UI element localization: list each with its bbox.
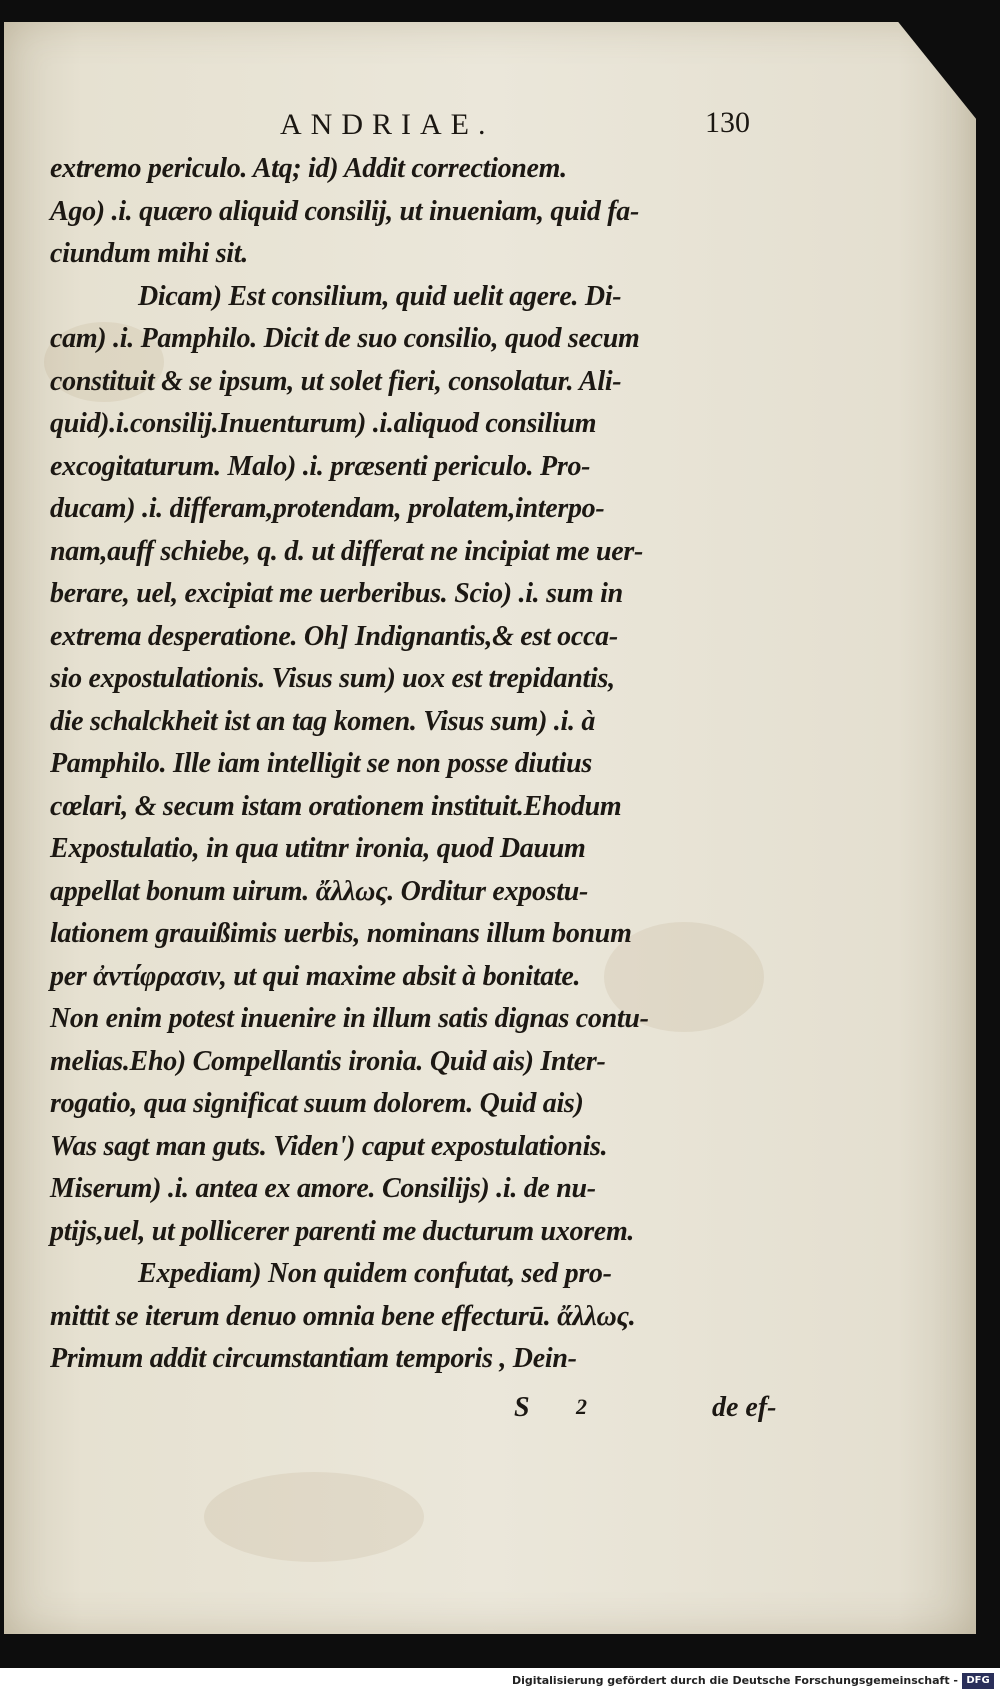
text-line: Expostulatio, in qua utitnr ironia, quod Dauum xyxy=(50,833,586,864)
catchword: de ef- xyxy=(712,1392,777,1423)
text-line: excogitaturum. Malo) .i. præsenti periculo. Pro- xyxy=(50,450,591,482)
text-line: cam) .i. Pamphilo. Dicit de suo consilio, quod secum xyxy=(50,323,640,354)
text-line: berare, uel, excipiat me uerberibus. Scio) .i. sum in xyxy=(50,578,623,609)
paper-stain xyxy=(204,1472,424,1562)
text-line: Dicam) Est consilium, quid uelit agere. Di- xyxy=(138,280,622,312)
page-number: 130 xyxy=(705,106,750,139)
text-line: die schalckheit ist an tag komen. Visus sum) .i. à xyxy=(50,705,596,737)
text-line: Non enim potest inuenire in illum satis dignas contu- xyxy=(50,1003,649,1034)
text-line: Pamphilo. Ille iam intelligit se non posse diutius xyxy=(50,748,592,779)
text-line: cœlari, & secum istam orationem instituit.Ehodum xyxy=(50,790,622,822)
dfg-logo: DFG xyxy=(962,1673,994,1689)
signature-number: 2 xyxy=(576,1394,587,1419)
text-line: sio expostulationis. Visus sum) uox est trepidantis, xyxy=(50,663,615,694)
signature-line xyxy=(480,1392,780,1432)
text-line: melias.Eho) Compellantis ironia. Quid ais) Inter- xyxy=(50,1045,606,1077)
text-line: constituit & se ipsum, ut solet fieri, consolatur. Ali- xyxy=(50,365,622,397)
text-line: ptijs,uel, ut pollicerer parenti me ducturum uxorem. xyxy=(50,1215,635,1247)
text-line: Primum addit circumstantiam temporis , Dein- xyxy=(50,1343,577,1374)
text-line: appellat bonum uirum. ἄλλως. Orditur expostu- xyxy=(50,875,589,907)
text-line: Expediam) Non quidem confutat, sed pro- xyxy=(138,1258,612,1289)
text-line: extrema desperatione. Oh] Indignantis,& est occa- xyxy=(50,620,618,652)
text-line: Miserum) .i. antea ex amore. Consilijs) .i. de nu- xyxy=(50,1173,596,1204)
running-title: ANDRIAE. xyxy=(280,108,495,141)
text-line: nam,auff schiebe, q. d. ut differat ne incipiat me uer- xyxy=(50,535,644,567)
text-line: Ago) .i. quæro aliquid consilij, ut inueniam, quid fa- xyxy=(50,195,640,227)
text-line: rogatio, qua significat suum dolorem. Quid ais) xyxy=(50,1088,584,1119)
commentary-text xyxy=(50,148,760,1381)
signature-mark: S xyxy=(514,1392,530,1423)
text-line: quid).i.consilij.Inuenturum) .i.aliquod consilium xyxy=(50,408,597,439)
text-line: extremo periculo. Atq; id) Addit correctionem. xyxy=(50,153,567,184)
text-line: ciundum mihi sit. xyxy=(50,238,248,269)
text-line: per ἀντίφρασιν, ut qui maxime absit à bonitate. xyxy=(50,960,581,992)
text-line: lationem grauißimis uerbis, nominans illum bonum xyxy=(50,918,632,949)
text-line: ducam) .i. differam,protendam, prolatem,interpo- xyxy=(50,493,605,524)
text-line: mittit se iterum denuo omnia bene effecturū. ἄλλως. xyxy=(50,1300,636,1332)
page-header xyxy=(280,108,750,148)
funding-credit: Digitalisierung gefördert durch die Deutsche Forschungsgemeinschaft - xyxy=(511,1674,958,1687)
footer-bar xyxy=(0,1668,1000,1697)
text-line: Was sagt man guts. Viden') caput expostulationis. xyxy=(50,1130,608,1162)
